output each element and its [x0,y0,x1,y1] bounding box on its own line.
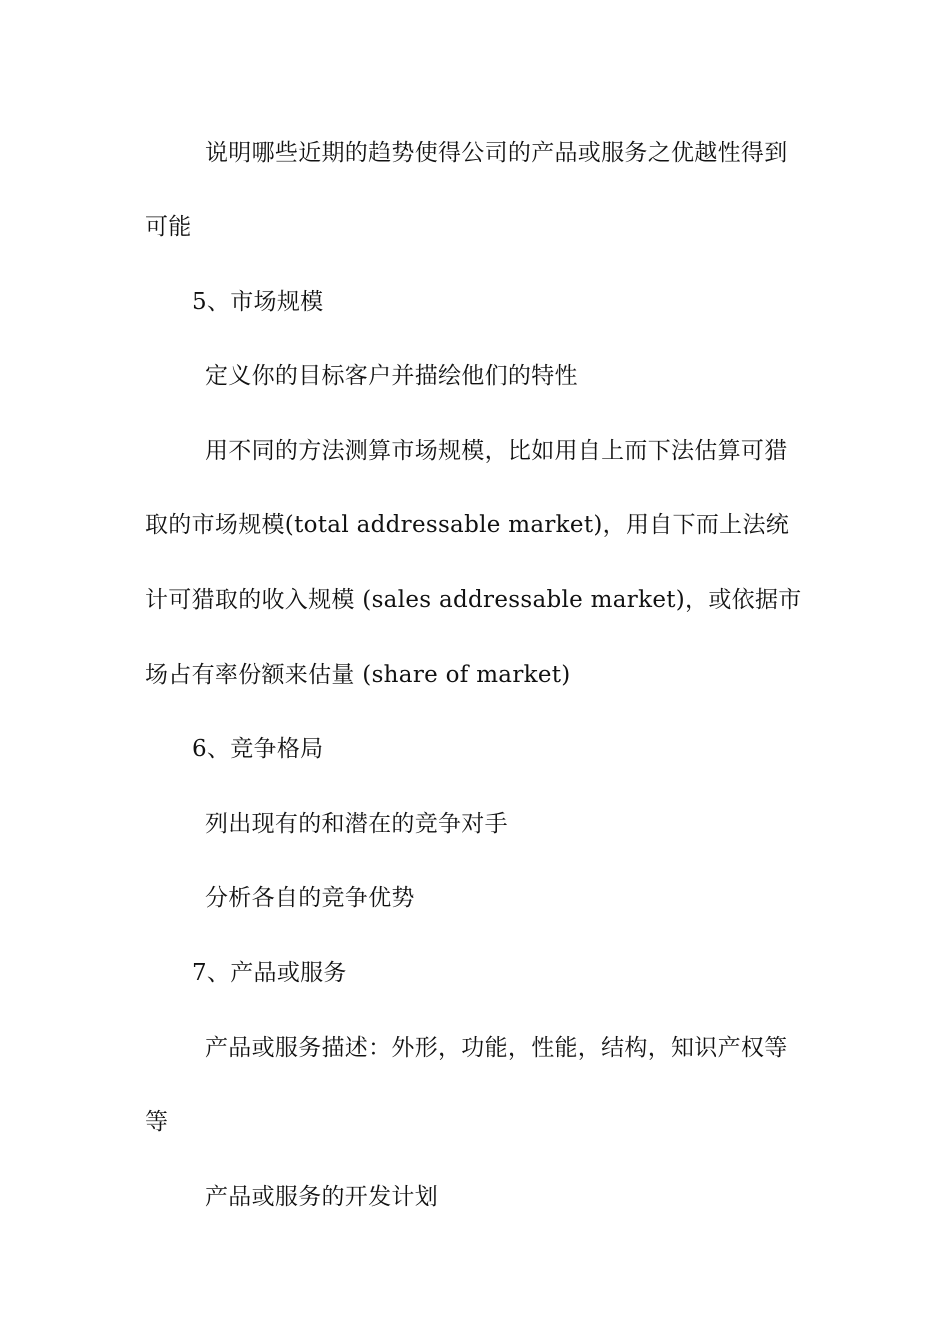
paragraph-line: 场占有率份额来估量 (share of market) [145,662,571,688]
paragraph-line: 定义你的目标客户并描绘他们的特性 [205,363,578,389]
paragraph-line: 产品或服务描述：外形，功能，性能，结构，知识产权等 [205,1035,788,1061]
paragraph-line: 用不同的方法测算市场规模，比如用自上而下法估算可猎 [205,438,788,464]
paragraph-line: 分析各自的竞争优势 [205,885,415,911]
section-heading-market-size: 5、市场规模 [192,289,324,315]
paragraph-line: 等 [145,1109,169,1135]
section-heading-competition: 6、竞争格局 [192,736,324,762]
paragraph-line: 取的市场规模(total addressable market)，用自下而上法统 [145,512,790,538]
paragraph-line: 可能 [145,214,192,240]
paragraph-line: 产品或服务的开发计划 [205,1184,438,1210]
paragraph-line: 列出现有的和潜在的竞争对手 [205,811,508,837]
section-heading-products: 7、产品或服务 [192,960,347,986]
paragraph-line: 计可猎取的收入规模 (sales addressable market)，或依据市 [145,587,802,613]
paragraph-line: 说明哪些近期的趋势使得公司的产品或服务之优越性得到 [205,140,788,166]
